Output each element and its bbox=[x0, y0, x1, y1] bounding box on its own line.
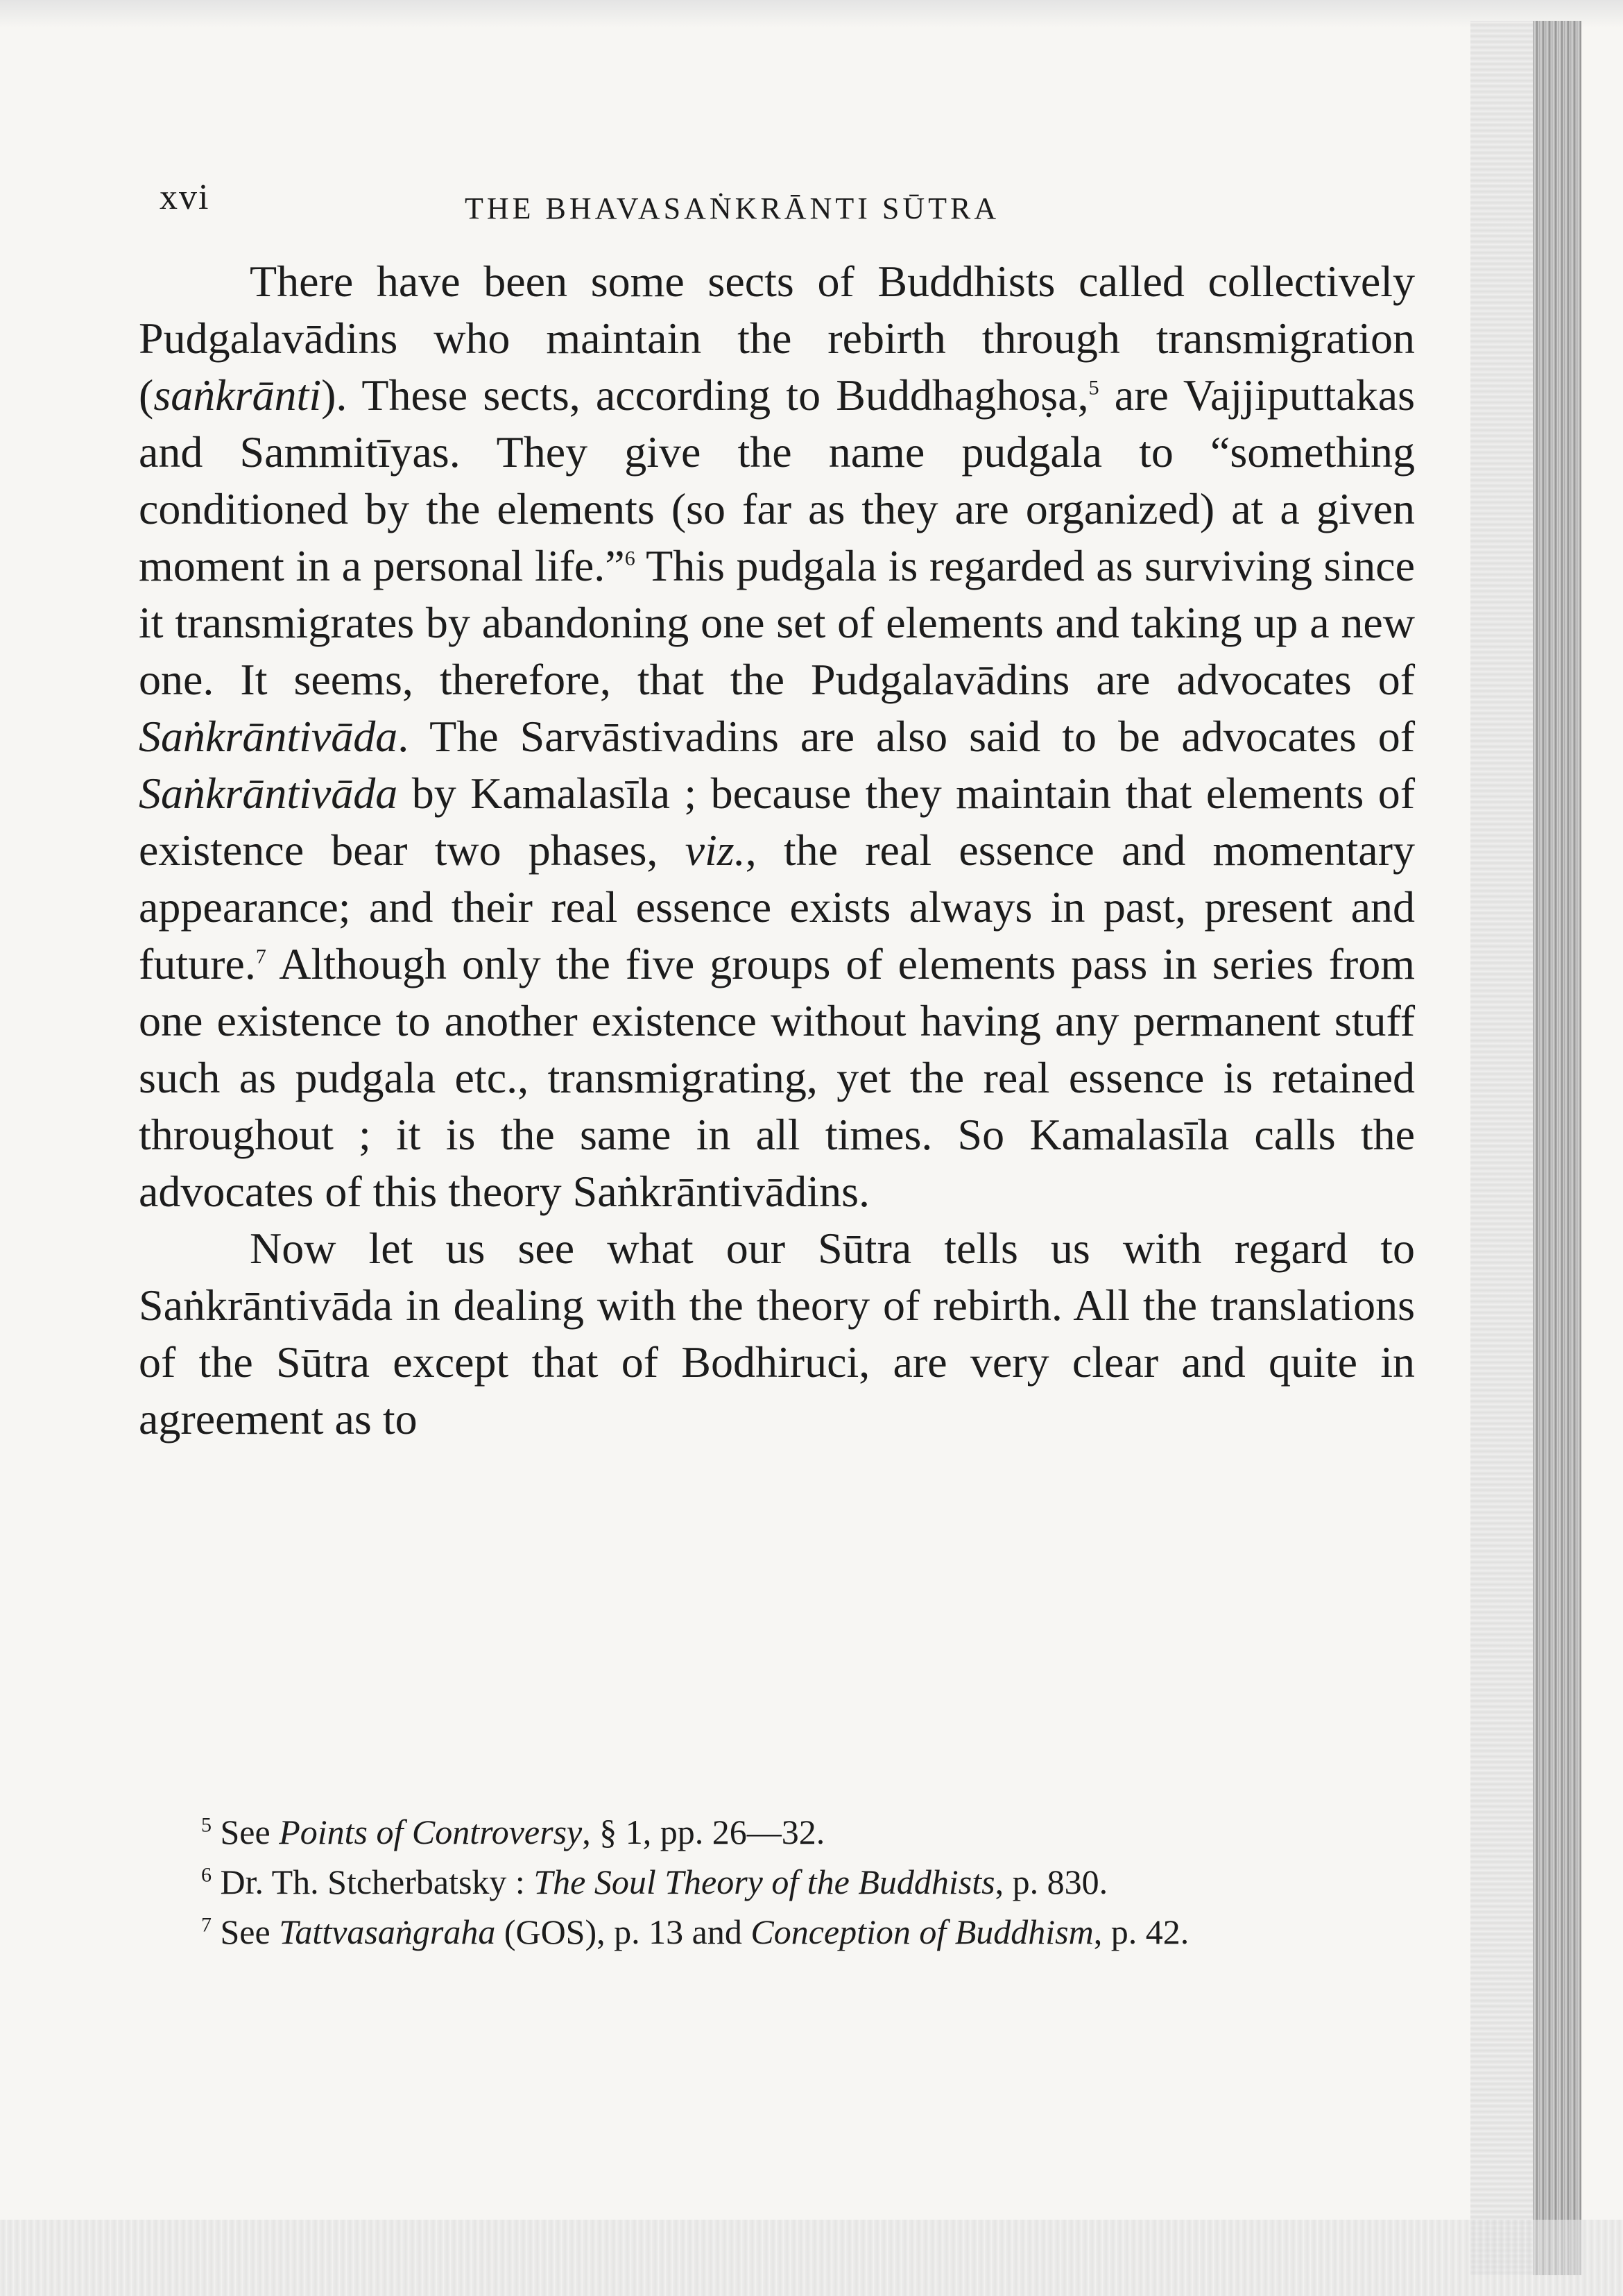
scan-edge-bottom bbox=[0, 2220, 1623, 2296]
text-run: ). These sects, according to Buddhaghoṣa, bbox=[321, 370, 1089, 420]
italic-title: Points of Controversy bbox=[279, 1813, 583, 1851]
text-run: . The Sarvāstivadins are also said to be advocates of bbox=[397, 712, 1415, 761]
italic-term: Saṅkrāntivāda bbox=[139, 712, 398, 761]
text-run: This pudgala is regarded as surviving since it transmigrates by abandoning one set of elements and taking up a new one. It seems, therefore, that the Pudgalavādins are advocates of bbox=[139, 541, 1416, 704]
italic-term: viz. bbox=[685, 825, 746, 875]
text-run: (GOS), p. 13 and bbox=[495, 1912, 751, 1951]
text-run: Although only the five groups of elements pass in series from one existence to another existence without having any permanent stuff such as pudgala etc., transmigrating, yet the real essence is retained throughout ; it is the same in all times. So Kamalasīla calls the advocates of this theory Saṅkrāntivādins. bbox=[139, 939, 1415, 1216]
italic-title: Tattvasaṅgraha bbox=[279, 1912, 496, 1951]
italic-term: saṅkrānti bbox=[153, 370, 322, 420]
text-run: , § 1, pp. 26—32. bbox=[582, 1813, 825, 1851]
footnote-ref-6[interactable]: 6 bbox=[624, 547, 635, 570]
footnote-mark: 7 bbox=[201, 1913, 212, 1937]
footnote-mark: 5 bbox=[201, 1813, 212, 1837]
footnote-ref-5[interactable]: 5 bbox=[1088, 376, 1099, 400]
paragraph-2: Now let us see what our Sūtra tells us with regard to Saṅkrāntivāda in dealing with the theory of rebirth. All the translations of the Sūtra except that of Bodhiruci, are very clear and quite in agreement as to bbox=[139, 1224, 1415, 1443]
text-run: , the real essence and momentary appearance; and their real essence exists always in past, present and future. bbox=[139, 825, 1416, 988]
footnote-mark: 6 bbox=[201, 1863, 212, 1887]
footnote-7 bbox=[104, 1910, 1415, 1953]
italic-title: The Soul Theory of the Buddhists bbox=[533, 1862, 995, 1901]
text-run: by Kamalasīla ; because they maintain that elements of existence bear two phases, bbox=[139, 769, 1415, 875]
text-run: See bbox=[220, 1912, 280, 1951]
page-header bbox=[160, 177, 1373, 239]
paragraph-1 bbox=[139, 253, 1415, 1220]
body-text bbox=[139, 253, 1415, 1448]
text-run: Dr. Th. Stcherbatsky : bbox=[220, 1862, 534, 1901]
footnote-5 bbox=[104, 1810, 1415, 1853]
italic-term: Saṅkrāntivāda bbox=[139, 769, 398, 818]
scan-shadow bbox=[1470, 21, 1533, 2275]
footnote-6 bbox=[104, 1860, 1415, 1903]
page-number: xvi bbox=[160, 178, 210, 217]
footnotes bbox=[104, 1810, 1415, 1960]
text-run: , p. 42. bbox=[1093, 1912, 1190, 1951]
scan-binding-edge bbox=[1533, 21, 1581, 2275]
text-run: , p. 830. bbox=[995, 1862, 1108, 1901]
text-run: See bbox=[220, 1813, 280, 1851]
running-title: THE BHAVASAṄKRĀNTI SŪTRA bbox=[465, 191, 1000, 225]
text-run: There have been some sects of Buddhists called collectively Pudgalavādins who maintain the rebirth through transmigration ( bbox=[139, 257, 1415, 420]
scan-edge-top bbox=[0, 0, 1623, 28]
footnote-ref-7[interactable]: 7 bbox=[255, 945, 266, 968]
italic-title: Conception of Buddhism bbox=[750, 1912, 1094, 1951]
text-run: are Vajjiputtakas and Sammitīyas. They give the name pudgala to “something conditioned by the elements (so far as they are organized) at a given moment in a personal life.” bbox=[139, 370, 1416, 590]
